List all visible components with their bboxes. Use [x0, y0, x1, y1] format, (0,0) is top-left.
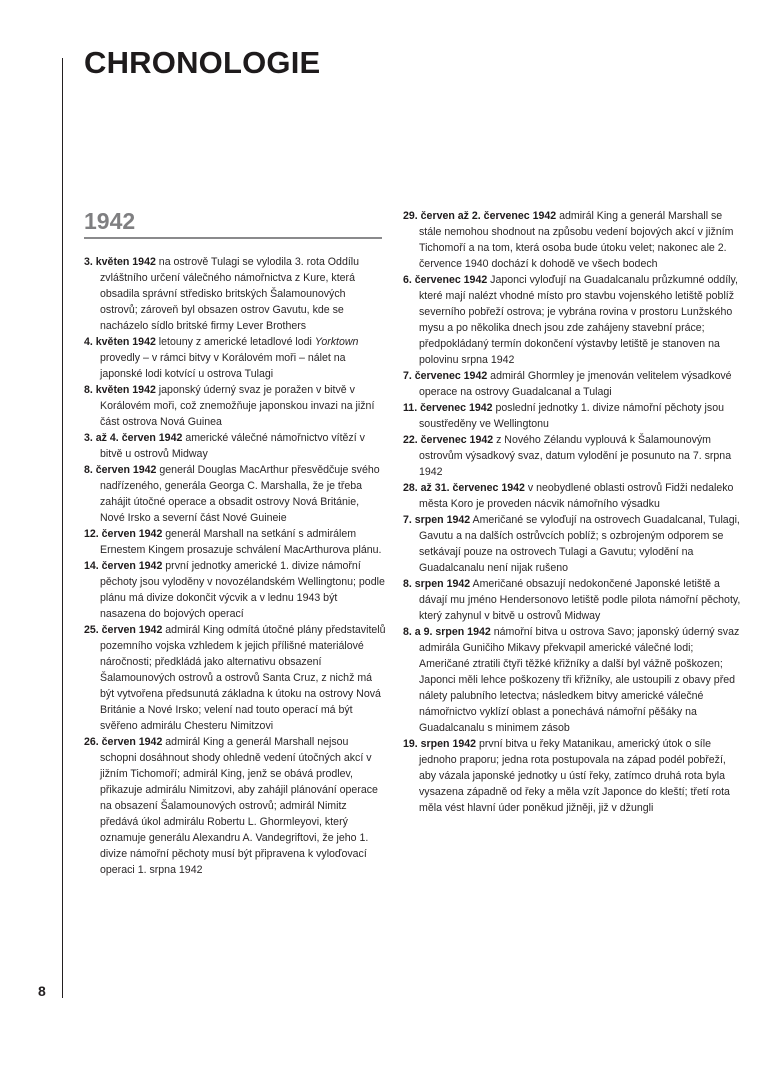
- entry-text: admirál King odmítá útočné plány představitelů pozemního vojska vzhledem k jejich přílišné materiálové náročnosti; předkládá jako alternativu obsazení Šalamounových ostrovů a ostrovů Santa Cruz, z nichž má být vytvořena předsunutá základna k útoku na ostrovy Nová Británie a Nové Irsko; velení nad touto operací má být svěřeno admirálu Chesteru Nimitzovi: [100, 624, 386, 732]
- entry-text: provedly – v rámci bitvy v Korálovém moři – nálet na japonské lodi kotvící u ostrova Tulagi: [100, 352, 346, 380]
- entry-text: generál Douglas MacArthur přesvědčuje svého nadřízeného, generála Georga C. Marshalla, že je třeba zahájit útočné operace a obsadit ostrovy Nová Británie, Nové Irsko a severní část Nové Guineie: [100, 464, 380, 524]
- timeline-entry: [84, 254, 386, 334]
- entry-text: v neobydlené oblasti ostrovů Fidži nedaleko města Koro je proveden nácvik námořního výsadku: [419, 482, 734, 510]
- entry-text: první bitva u řeky Matanikau, americký útok o síle jednoho praporu; jedna rota postupovala na západ podél pobřeží, aby vázala japonské jednotky u ústí řeky, zatímco druhá rota byla vysazena západně od řeky a měla vzít Japonce do kleští; třetí rota měla vést hlavní úder poněkud jižněji, již v džungli: [419, 738, 730, 814]
- entry-text: Japonci vyloďují na Guadalcanalu průzkumné oddíly, které mají nalézt vhodné místo pro stavbu vojenského letiště poblíž severního pobřeží ostrova; je vybrána rovina v prostoru Lunžského mysu a po několika dnech jsou zde zahájeny stavební práce; předpokládaný termín dokončení výstavby letiště je stanoven na polovinu srpna 1942: [419, 274, 738, 366]
- timeline-entry: [403, 368, 741, 400]
- entry-text: japonský úderný svaz je poražen v bitvě v Korálovém moři, což znemožňuje japonskou invazi na jižní část ostrova Nová Guinea: [100, 384, 375, 428]
- entry-text: admirál King a generál Marshall se stále nemohou shodnout na způsobu vedení bojových akcí v jižním Tichomoří a na tom, která osoba bude útoku velet; nakonec ale 2. července 1940 dochází k dohodě ve všech bodech: [419, 210, 734, 270]
- entry-date: 3. květen 1942: [84, 256, 156, 268]
- timeline-entry: [84, 558, 386, 622]
- entry-date: 8. červen 1942: [84, 464, 157, 476]
- entry-text: admirál Ghormley je jmenován velitelem výsadkové operace na ostrovy Guadalcanal a Tulagi: [419, 370, 732, 398]
- timeline-entry: [403, 512, 741, 576]
- entry-text: z Nového Zélandu vyplouvá k Šalamounovým ostrovům výsadkový svaz, datum vylodění je posunuto na 7. srpna 1942: [419, 434, 732, 478]
- timeline-entry: [84, 622, 386, 734]
- entry-date: 12. červen 1942: [84, 528, 163, 540]
- entry-date: 7. červenec 1942: [403, 370, 488, 382]
- page-title: CHRONOLOGIE: [84, 45, 321, 80]
- right-column: [403, 208, 741, 816]
- timeline-entry: [84, 334, 386, 382]
- entry-date: 7. srpen 1942: [403, 514, 471, 526]
- timeline-entry: [403, 400, 741, 432]
- entry-date: 8. srpen 1942: [403, 578, 471, 590]
- left-column: [84, 254, 386, 878]
- entry-text: první jednotky americké 1. divize námořní pěchoty jsou vyloděny v novozélandském Wellingtonu; podle plánu má divize dokončit výcvik a v lednu 1943 být nasazena do bojových operací: [100, 560, 385, 620]
- timeline-entry: [403, 432, 741, 480]
- entry-text: Američané se vyloďují na ostrovech Guadalcanal, Tulagi, Gavutu a na dalších ostrůvcích poblíž; s ozbrojeným odporem se setkávají pouze na ostrovech Tulagi a Gavutu; vylodění na Guadalcanalu není nijak rušeno: [419, 514, 740, 574]
- entry-text: poslední jednotky 1. divize námořní pěchoty jsou soustředěny ve Wellingtonu: [419, 402, 724, 430]
- timeline-entry: [84, 462, 386, 526]
- entry-date: 11. červenec 1942: [403, 402, 493, 414]
- entry-text: Američané obsazují nedokončené Japonské letiště a dávají mu jméno Hendersonovo letiště podle pilota námořní pěchoty, který zahynul v bitvě u ostrovů Midway: [419, 578, 741, 622]
- year-heading: 1942: [84, 208, 382, 239]
- entry-date: 29. červen až 2. červenec 1942: [403, 210, 557, 222]
- ship-name: Yorktown: [314, 336, 359, 348]
- timeline-entry: [84, 430, 386, 462]
- timeline-entry: [403, 736, 741, 816]
- timeline-entry: [403, 480, 741, 512]
- entry-date: 8. a 9. srpen 1942: [403, 626, 491, 638]
- entry-text: letouny z americké letadlové lodi: [155, 336, 315, 348]
- entry-date: 25. červen 1942: [84, 624, 163, 636]
- margin-rule: [62, 58, 63, 998]
- timeline-entry: [403, 576, 741, 624]
- timeline-entry: [403, 208, 741, 272]
- timeline-entry: [84, 382, 386, 430]
- timeline-entry: [84, 526, 386, 558]
- entry-date: 19. srpen 1942: [403, 738, 477, 750]
- entry-text: generál Marshall na setkání s admirálem Ernestem Kingem prosazuje schválení MacArthurova plánu.: [100, 528, 382, 556]
- entry-date: 8. květen 1942: [84, 384, 156, 396]
- timeline-entry: [84, 734, 386, 878]
- entry-date: 28. až 31. červenec 1942: [403, 482, 525, 494]
- timeline-entry: [403, 272, 741, 368]
- entry-text: americké válečné námořnictvo vítězí v bitvě u ostrovů Midway: [100, 432, 365, 460]
- entry-date: 4. květen 1942: [84, 336, 156, 348]
- entry-date: 26. červen 1942: [84, 736, 163, 748]
- entry-date: 22. červenec 1942: [403, 434, 494, 446]
- entry-text: admirál King a generál Marshall nejsou schopni dosáhnout shody ohledně vedení útočných akcí v jižním Tichomoří; admirál King, jenž se obává prodlev, přikazuje admirálu Nimitzovi, aby zahájil plánování operace na obsazení Šalamounových ostrovů; admirál Nimitz předává úkol admirálu Robertu L. Ghormleyovi, který oznamuje generálu Alexandru A. Vandegriftovi, že jeho 1. divize námořní pěchoty musí být připravena k vyloďovací operaci 1. srpna 1942: [100, 736, 378, 876]
- entry-date: 14. červen 1942: [84, 560, 163, 572]
- entry-text: námořní bitva u ostrova Savo; japonský úderný svaz admirála Guničiho Mikavy překvapil americké válečné lodi; Američané ztratili čtyři těžké křižníky a další byl vážně poškozen; Japonci měli lehce poškozeny tři křižníky, ale ustoupili z obavy před nálety palubního letectva; následkem bitvy americké válečné námořnictvo vyklízí oblast a ponechává námořní pěšáky na Guadalcanalu s minimem zásob: [419, 626, 740, 734]
- entry-text: na ostrově Tulagi se vylodila 3. rota Oddílu zvláštního určení válečného námořnictva z Kure, která obsadila správní středisko britských Šalamounových ostrovů; zároveň byl obsazen ostrov Gavutu, kde se nacházelo sídlo britské firmy Lever Brothers: [100, 256, 360, 332]
- page-number: 8: [38, 983, 46, 999]
- entry-date: 3. až 4. červen 1942: [84, 432, 183, 444]
- timeline-entry: [403, 624, 741, 736]
- entry-date: 6. červenec 1942: [403, 274, 488, 286]
